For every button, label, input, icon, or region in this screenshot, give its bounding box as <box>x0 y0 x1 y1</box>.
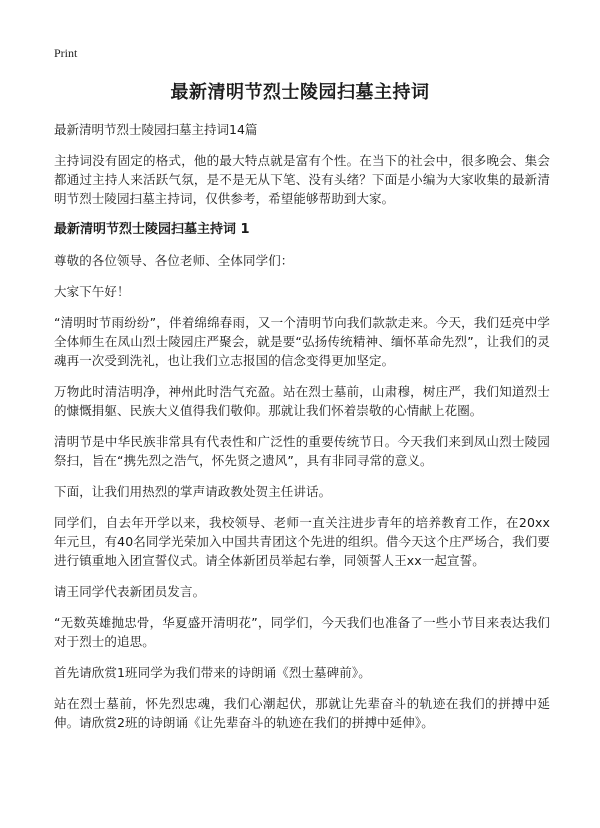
body-paragraph: 尊敬的各位领导、各位老师、全体同学们： <box>54 253 294 268</box>
body-paragraph: 首先请欣赏1班同学为我们带来的诗朗诵《烈士墓碑前》。 <box>54 665 371 680</box>
body-paragraph: 下面，让我们用热烈的掌声请政教处贺主任讲话。 <box>54 484 332 499</box>
print-link[interactable]: Print <box>54 46 78 60</box>
body-paragraph: “清明时节雨纷纷”，伴着绵绵春雨，又一个清明节向我们款款走来。今天，我们廷亮中学全体师生在凤山烈士陵园庄严聚会，就是要“弘扬传统精神、缅怀革命先烈”，让我们的灵魂再一次受到洗礼，也让我们立志报国的信念变得更加坚定。 <box>54 315 550 368</box>
body-paragraph: 大家下午好！ <box>54 284 130 299</box>
section-heading: 最新清明节烈士陵园扫墓主持词 1 <box>54 222 250 237</box>
document-title: 最新清明节烈士陵园扫墓主持词 <box>170 82 430 103</box>
body-paragraph: 清明节是中华民族非常具有代表性和广泛性的重要传统节日。今天我们来到凤山烈士陵园祭扫，旨在“携先烈之浩气，怀先贤之遗风”，具有非同寻常的意义。 <box>54 434 550 468</box>
document-body <box>54 121 550 744</box>
body-paragraph: 站在烈士墓前，怀先烈忠魂，我们心潮起伏，那就让先辈奋斗的轨迹在我们的拼搏中延伸。请欣赏2班的诗朗诵《让先辈奋斗的轨迹在我们的拼搏中延伸》。 <box>54 696 550 730</box>
document-subtitle: 最新清明节烈士陵园扫墓主持词14篇 <box>54 122 258 137</box>
body-paragraph: 万物此时清洁明净，神州此时浩气充盈。站在烈士墓前，山肃穆，树庄严，我们知道烈士的慷慨捐躯、民族大义值得我们敬仰。那就让我们怀着崇敬的心情献上花圈。 <box>54 384 550 418</box>
body-paragraph: 请王同学代表新团员发言。 <box>54 584 206 599</box>
body-paragraph: 同学们，自去年开学以来，我校领导、老师一直关注进步青年的培养教育工作，在20xx年元旦，有40名同学光荣加入中国共青团这个先进的组织。借今天这个庄严场合，我们要进行镇重地入团宣誓仪式。请全体新团员举起右拳，同领誓人王xx一起宣誓。 <box>54 515 550 568</box>
body-paragraph: “无数英雄抛忠骨，华夏盛开清明花”，同学们，今天我们也准备了一些小节目来表达我们对于烈士的追思。 <box>54 615 550 649</box>
intro-paragraph: 主持词没有固定的格式，他的最大特点就是富有个性。在当下的社会中，很多晚会、集会都通过主持人来活跃气氛，是不是无从下笔、没有头绪？下面是小编为大家收集的最新清明节烈士陵园扫墓主持词，仅供参考，希望能够帮助到大家。 <box>54 153 550 206</box>
